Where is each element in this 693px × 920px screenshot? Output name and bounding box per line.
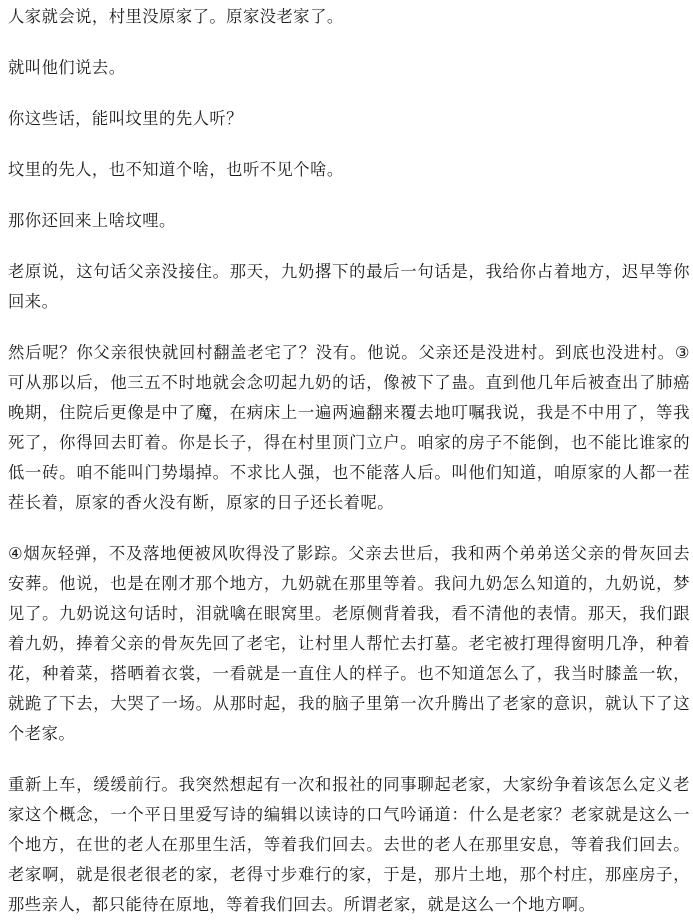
paragraph-6: 老原说，这句话父亲没接住。那天，九奶撂下的最后一句话是，我给你占着地方，迟早等你回来。: [8, 262, 690, 311]
paragraph-9: 重新上车，缓缓前行。我突然想起有一次和报社的同事聊起老家，大家纷争着该怎么定义老家这个概念，一个平日里爱写诗的编辑以读诗的口气吟诵道：什么是老家？老家就是这么一个地方，在世的老人在那里生活，等着我们回去。去世的老人在那里安息，等着我们回去。老家啊，就是很老很老的家，老得寸步难行的家，于是，那片土地，那个村庄，那座房子，那些亲人，都只能待在原地，等着我们回去。所谓老家，就是这么一个地方啊。: [8, 775, 690, 914]
paragraph-5: 那你还回来上啥坟哩。: [8, 211, 176, 230]
article-body: [8, 0, 690, 920]
paragraph-1: 人家就会说，村里没原家了。原家没老家了。: [8, 7, 344, 26]
paragraph-8: ④烟灰轻弹，不及落地便被风吹得没了影踪。父亲去世后，我和两个弟弟送父亲的骨灰回去安葬。他说，也是在刚才那个地方，九奶就在那里等着。我问九奶怎么知道的，九奶说，梦见了。九奶说这句话时，泪就噙在眼窝里。老原侧背着我，看不清他的表情。那天，我们跟着九奶，捧着父亲的骨灰先回了老宅，让村里人帮忙去打墓。老宅被打理得窗明几净，种着花，种着菜，搭晒着衣裳，一看就是一直住人的样子。也不知道怎么了，我当时膝盖一软，就跪了下去，大哭了一场。从那时起，我的脑子里第一次升腾出了老家的意识，就认下了这个老家。: [8, 544, 690, 743]
paragraph-3: 你这些话，能叫坟里的先人听？: [8, 109, 243, 128]
paragraph-2: 就叫他们说去。: [8, 58, 126, 77]
paragraph-7: 然后呢？你父亲很快就回村翻盖老宅了？没有。他说。父亲还是没进村。到底也没进村。③可从那以后，他三五不时地就会念叨起九奶的话，像被下了蛊。直到他几年后被查出了肺癌晚期，住院后更像是中了魔，在病床上一遍两遍翻来覆去地叮嘱我说，我是不中用了，等我死了，你得回去盯着。你是长子，得在村里顶门立户。咱家的房子不能倒，也不能比谁家的低一砖。咱不能叫门势塌掉。不求比人强，也不能落人后。叫他们知道，咱原家的人都一茬茬长着，原家的香火没有断，原家的日子还长着呢。: [8, 343, 690, 512]
paragraph-4: 坟里的先人，也不知道个啥，也听不见个啥。: [8, 160, 344, 179]
